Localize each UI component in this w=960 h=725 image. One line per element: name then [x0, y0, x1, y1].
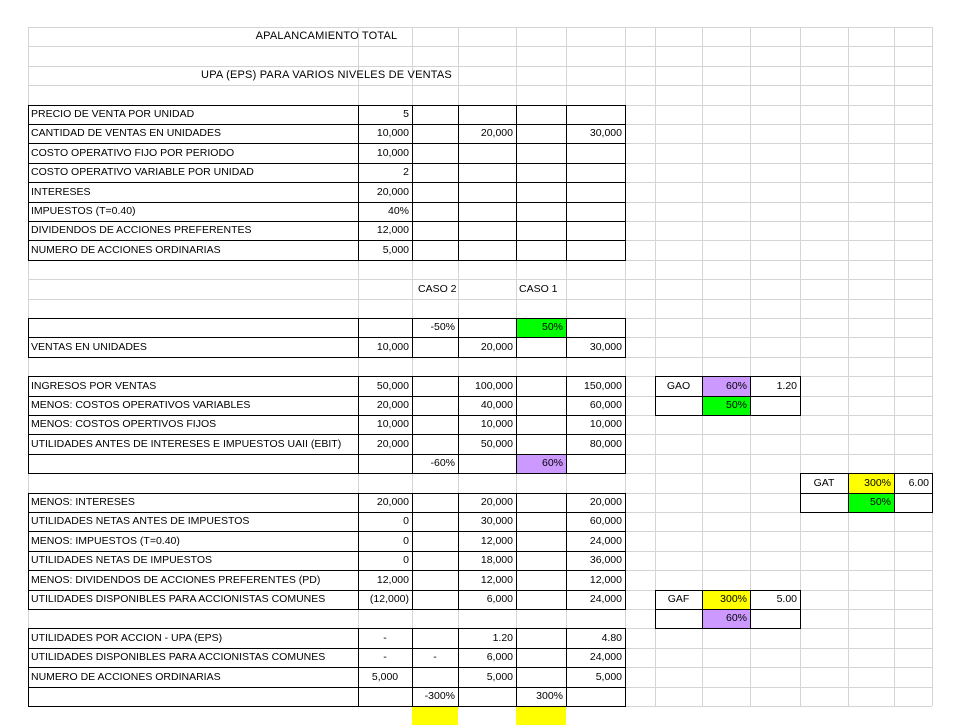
- table-row-line: [28, 143, 625, 144]
- cell-value: [458, 202, 516, 221]
- grid-row-line: [28, 357, 932, 358]
- gat-sub-pct: 50%: [869, 496, 891, 509]
- cell-value: 20,000: [480, 496, 513, 509]
- table-row-line: [28, 512, 625, 513]
- grid-col-line: [894, 27, 895, 706]
- row-label: INTERESES: [31, 185, 91, 198]
- grid-col-line: [625, 27, 626, 706]
- gaf-value: 5.00: [776, 593, 797, 606]
- table-col-line: [516, 376, 517, 473]
- table-row-line: [28, 434, 625, 435]
- cell-value: 150,000: [584, 379, 622, 392]
- grid-row-line: [28, 473, 932, 474]
- grid-row-line: [28, 706, 932, 707]
- row-label: UTILIDADES NETAS DE IMPUESTOS: [31, 554, 213, 567]
- cell-value: [458, 221, 516, 240]
- pct-change: -300%: [424, 690, 455, 703]
- cell-value: 0: [403, 534, 409, 547]
- cell-value: 24,000: [589, 593, 622, 606]
- grid-row-line: [28, 299, 932, 300]
- cell-value: 6,000: [486, 593, 513, 606]
- table-row-line: [28, 687, 625, 688]
- cell-value: 12,000: [589, 573, 622, 586]
- gao-value: 1.20: [776, 379, 797, 392]
- cell-value: 12,000: [376, 224, 409, 237]
- table-col-line: [412, 376, 413, 473]
- pct-change: 300%: [536, 690, 563, 703]
- cell-value: 30,000: [589, 127, 622, 140]
- cell-value: 10,000: [376, 146, 409, 159]
- cell-value: 50,000: [480, 437, 513, 450]
- table-row-line: [28, 240, 625, 241]
- row-label: MENOS: COSTOS OPERATIVOS VARIABLES: [31, 399, 251, 412]
- page-subtitle: UPA (EPS) PARA VARIOS NIVELES DE VENTAS: [201, 69, 452, 81]
- row-label: IMPUESTOS (T=0.40): [31, 205, 136, 218]
- grid-row-line: [28, 46, 932, 47]
- table-row-line: [28, 531, 625, 532]
- gaf-sub-pct: 60%: [725, 612, 747, 625]
- table-row-line: [28, 221, 625, 222]
- cell-value: [566, 105, 625, 124]
- row-label: COSTO OPERATIVO FIJO POR PERIODO: [31, 146, 235, 159]
- cell-value: 20,000: [376, 437, 409, 450]
- table-row-line: [28, 124, 625, 125]
- gat-pct: 300%: [864, 476, 891, 489]
- row-label: COSTO OPERATIVO VARIABLE POR UNIDAD: [31, 166, 254, 179]
- cell-value: 50,000: [376, 379, 409, 392]
- cell-value: 20,000: [589, 496, 622, 509]
- cell-value: 6,000: [486, 651, 513, 664]
- row-label: DIVIDENDOS DE ACCIONES PREFERENTES: [31, 224, 252, 237]
- cell-value: [458, 143, 516, 163]
- row-label: PRECIO DE VENTA POR UNIDAD: [31, 108, 195, 121]
- cell-value: 2: [403, 166, 409, 179]
- cell-value: 20,000: [376, 399, 409, 412]
- cell-value: -: [383, 651, 387, 664]
- highlight-yellow: [412, 706, 458, 725]
- cell-value: 5: [403, 108, 409, 121]
- table-row-line: [28, 648, 625, 649]
- grid-row-line: [28, 318, 932, 319]
- cell-value: 60,000: [589, 399, 622, 412]
- table-col-line: [358, 376, 359, 473]
- table-row-line: [28, 667, 625, 668]
- highlight-yellow: [516, 706, 566, 725]
- cell-value: [566, 163, 625, 182]
- cell-value: [566, 240, 625, 260]
- cell-value: 12,000: [480, 534, 513, 547]
- table-row-line: [655, 609, 800, 610]
- cell-value: 40,000: [480, 399, 513, 412]
- cell-value: [458, 182, 516, 202]
- cell-value: 5,000: [486, 670, 513, 683]
- table-col-line: [566, 376, 567, 473]
- cell-value: 18,000: [480, 554, 513, 567]
- table-row-line: [28, 396, 625, 397]
- cell-value: 1.20: [492, 631, 513, 644]
- cell-value: 5,000: [382, 243, 409, 256]
- row-label: UTILIDADES NETAS ANTES DE IMPUESTOS: [31, 515, 250, 528]
- table-row-line: [28, 454, 625, 455]
- cell-value: 10,000: [376, 127, 409, 140]
- table-row-line: [28, 337, 625, 338]
- cell-value: 12,000: [480, 573, 513, 586]
- row-label: NUMERO DE ACCIONES ORDINARIAS: [31, 243, 221, 256]
- case-1-header: CASO 1: [519, 282, 558, 295]
- grid-row-line: [28, 260, 932, 261]
- table-row-line: [28, 590, 625, 591]
- gao-sub-pct: 50%: [725, 399, 747, 412]
- table-row-line: [28, 551, 625, 552]
- cell-value: [458, 240, 516, 260]
- row-label: MENOS: IMPUESTOS (T=0.40): [31, 534, 180, 547]
- row-label: UTILIDADES DISPONIBLES PARA ACCIONISTAS COMUNES: [31, 593, 326, 606]
- pct-change: 50%: [541, 321, 563, 334]
- page-title: APALANCAMIENTO TOTAL: [255, 30, 398, 42]
- cell-value: -: [383, 631, 387, 644]
- table-row-line: [28, 202, 625, 203]
- cell-value: 30,000: [589, 340, 622, 353]
- row-label: INGRESOS POR VENTAS: [31, 379, 157, 392]
- gao-pct: 60%: [725, 379, 747, 392]
- table-row-line: [28, 182, 625, 183]
- cell-value: [566, 143, 625, 163]
- cell-value: 20,000: [480, 340, 513, 353]
- table-row-line: [800, 493, 932, 494]
- gao-label: GAO: [666, 379, 691, 392]
- row-label: UTILIDADES POR ACCION - UPA (EPS): [31, 631, 223, 644]
- pct-change: -60%: [430, 457, 455, 470]
- table-col-line: [458, 376, 459, 473]
- cell-value: 10,000: [376, 418, 409, 431]
- row-label: MENOS: COSTOS OPERTIVOS FIJOS: [31, 418, 217, 431]
- table-row-line: [28, 570, 625, 571]
- gaf-label: GAF: [667, 593, 690, 606]
- cell-value: 24,000: [589, 651, 622, 664]
- cell-value: 0: [403, 554, 409, 567]
- table-row-line: [655, 396, 800, 397]
- row-label: UTILIDADES ANTES DE INTERESES E IMPUESTOS UAII (EBIT): [31, 437, 342, 450]
- cell-value: [566, 221, 625, 240]
- row-label: UTILIDADES DISPONIBLES PARA ACCIONISTAS COMUNES: [31, 651, 326, 664]
- cell-value: 20,000: [376, 496, 409, 509]
- cell-value: [566, 182, 625, 202]
- cell-value: 40%: [387, 205, 409, 218]
- grid-row-line: [28, 85, 932, 86]
- pct-change: -50%: [430, 321, 455, 334]
- cell-value: 30,000: [480, 515, 513, 528]
- cell-value: 24,000: [589, 534, 622, 547]
- cell-value: 5,000: [595, 670, 622, 683]
- cell-value: [566, 202, 625, 221]
- cell-value: 80,000: [589, 437, 622, 450]
- cell-value: 5,000: [371, 670, 399, 683]
- row-label: CANTIDAD DE VENTAS EN UNIDADES: [31, 127, 221, 140]
- cell-value: 20,000: [480, 127, 513, 140]
- cell-value: [412, 628, 458, 648]
- cell-value: [412, 667, 458, 687]
- cell-value: 12,000: [376, 573, 409, 586]
- table-row-line: [28, 163, 625, 164]
- grid-col-line: [848, 27, 849, 706]
- row-label: VENTAS EN UNIDADES: [31, 340, 147, 353]
- gat-label: GAT: [813, 476, 835, 489]
- cell-value: 100,000: [475, 379, 513, 392]
- table-row-line: [28, 415, 625, 416]
- grid-col-line: [800, 27, 801, 706]
- row-label: NUMERO DE ACCIONES ORDINARIAS: [31, 670, 221, 683]
- cell-value: [458, 105, 516, 124]
- cell-value: 4.80: [601, 631, 622, 644]
- cell-value: 60,000: [589, 515, 622, 528]
- case-2-header: CASO 2: [418, 282, 457, 295]
- cell-value: (12,000): [369, 593, 409, 606]
- cell-value: 10,000: [589, 418, 622, 431]
- grid-col-line: [932, 27, 933, 706]
- cell-value: -: [433, 651, 437, 664]
- row-label: MENOS: DIVIDENDOS DE ACCIONES PREFERENTES (PD): [31, 573, 321, 586]
- cell-value: 36,000: [589, 554, 622, 567]
- cell-value: 0: [403, 515, 409, 528]
- cell-value: 10,000: [480, 418, 513, 431]
- row-label: MENOS: INTERESES: [31, 496, 135, 509]
- cell-value: 10,000: [376, 340, 409, 353]
- gaf-pct: 300%: [720, 593, 747, 606]
- pct-change: 60%: [541, 457, 563, 470]
- cell-value: 20,000: [376, 185, 409, 198]
- gat-value: 6.00: [908, 476, 929, 489]
- cell-value: [458, 163, 516, 182]
